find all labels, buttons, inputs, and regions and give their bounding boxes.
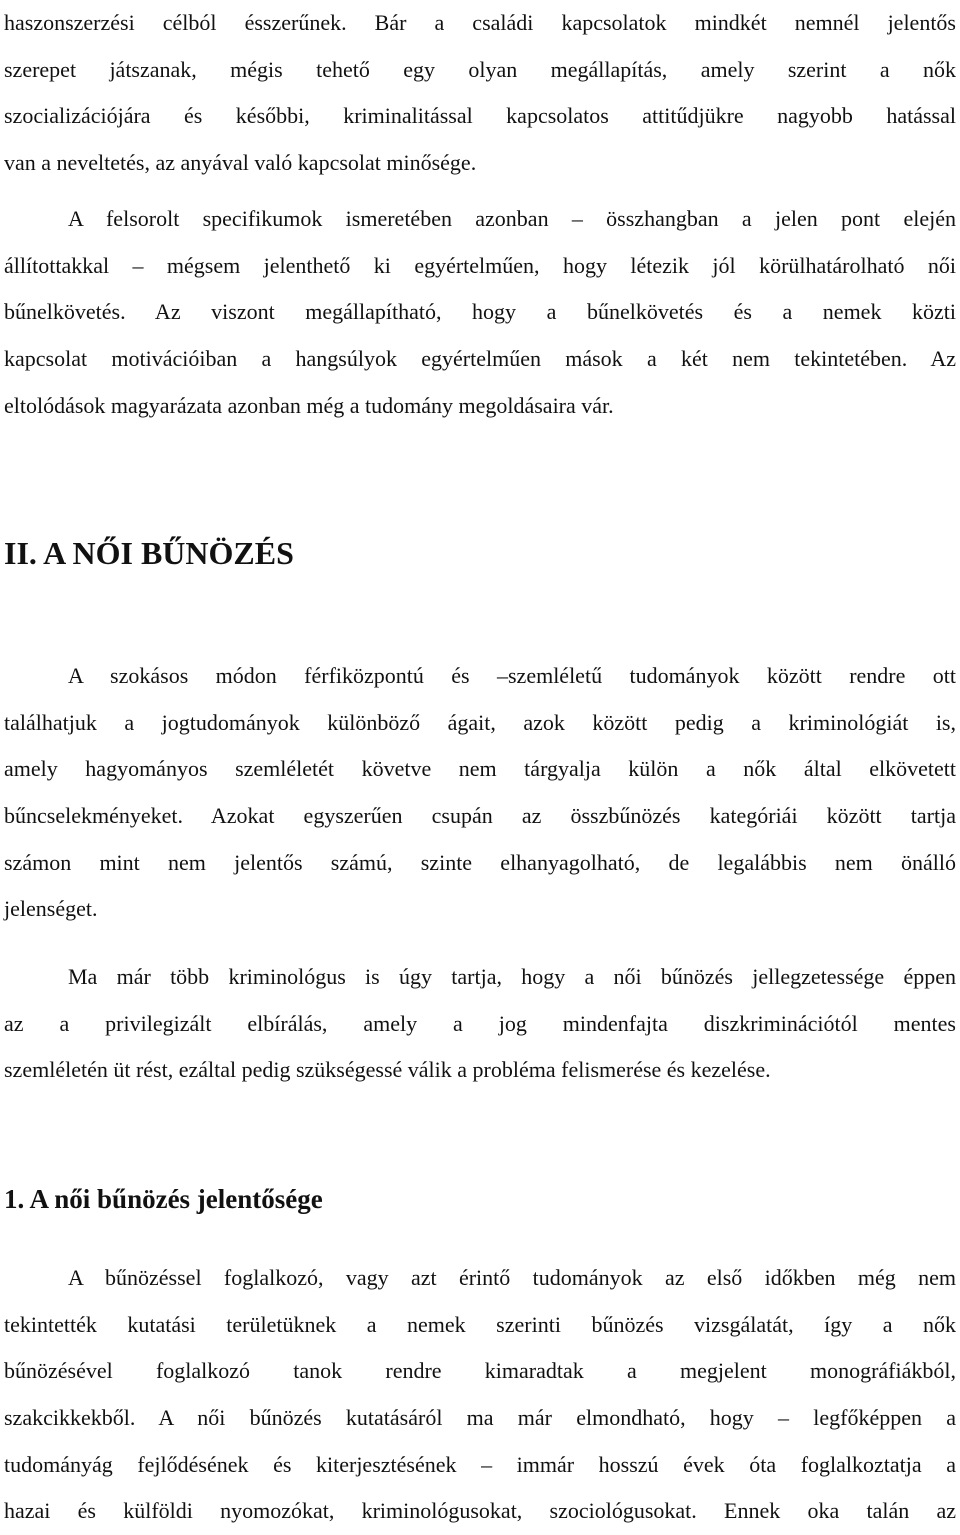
section-heading: II. A NŐI BŰNÖZÉS [4, 535, 294, 571]
subsection-heading: 1. A női bűnözés jelentősége [4, 1184, 323, 1214]
text-line: van a neveltetés, az anyával való kapcsolat minősége. [4, 150, 477, 176]
text-line: bűnözésével foglalkozó tanok rendre kimaradtak a megjelent monográfiákból, [4, 1358, 956, 1384]
text-line: bűnelkövetés. Az viszont megállapítható, hogy a bűnelkövetés és a nemek közti [4, 299, 956, 325]
text-line: tekintették kutatási területüknek a nemek szerinti bűnözés vizsgálatát, így a nők [4, 1311, 956, 1337]
text-line: A felsorolt specifikumok ismeretében azonban – összhangban a jelen pont elején [68, 206, 956, 231]
text-line: A szokásos módon férfiközpontú és –szemléletű tudományok között rendre ott [68, 663, 956, 688]
paragraph-privileged-judgement [4, 954, 956, 1094]
paragraph-family-relations [4, 0, 956, 187]
text-line: A bűnözéssel foglalkozó, vagy azt érintő tudományok az első időkben még nem [68, 1265, 956, 1290]
text-line: szerepet játszanak, mégis tehető egy olyan megállapítás, amely szerint a nők [4, 56, 956, 82]
text-line: haszonszerzési célból ésszerűnek. Bár a családi kapcsolatok mindkét nemnél jelentős [4, 10, 956, 35]
text-line: eltolódások magyarázata azonban még a tudomány megoldásaira vár. [4, 392, 614, 418]
text-line: szemléletén üt rést, ezáltal pedig szükségessé válik a probléma felismerése és kezelése. [4, 1057, 771, 1083]
paragraph-male-centered-sciences [4, 653, 956, 933]
text-line: tudományág fejlődésének és kiterjesztésének – immár hosszú évek óta foglalkoztatja a [4, 1451, 956, 1477]
text-line: szakcikkekből. A női bűnözés kutatásáról ma már elmondható, hogy – legfőképpen a [4, 1405, 956, 1431]
paragraph-research-history [4, 1255, 956, 1535]
text-line: az a privilegizált elbírálás, amely a jog mindenfajta diszkriminációtól mentes [4, 1010, 956, 1036]
paragraph-specifics [4, 196, 956, 429]
text-line: hazai és külföldi nyomozókat, kriminológusokat, szociológusokat. Ennek oka talán az [4, 1498, 956, 1524]
text-line: amely hagyományos szemléletét követve nem tárgyalja külön a nők által elkövetett [4, 756, 956, 782]
text-line: állítottakkal – mégsem jelenthető ki egyértelműen, hogy létezik jól körülhatárolható női [4, 252, 956, 278]
text-line: jelenséget. [4, 896, 98, 922]
text-line: számon mint nem jelentős számú, szinte elhanyagolható, de legalábbis nem önálló [4, 849, 956, 875]
text-line: bűncselekményeket. Azokat egyszerűen csupán az összbűnözés kategóriái között tartja [4, 803, 956, 829]
text-line: kapcsolat motivációiban a hangsúlyok egyértelműen mások a két nem tekintetében. Az [4, 346, 956, 372]
text-line: Ma már több kriminológus is úgy tartja, hogy a női bűnözés jellegzetessége éppen [68, 964, 956, 989]
text-line: szocializációjára és későbbi, kriminalitással kapcsolatos attitűdjükre nagyobb hatással [4, 103, 956, 129]
text-line: találhatjuk a jogtudományok különböző ágait, azok között pedig a kriminológiát is, [4, 709, 956, 735]
